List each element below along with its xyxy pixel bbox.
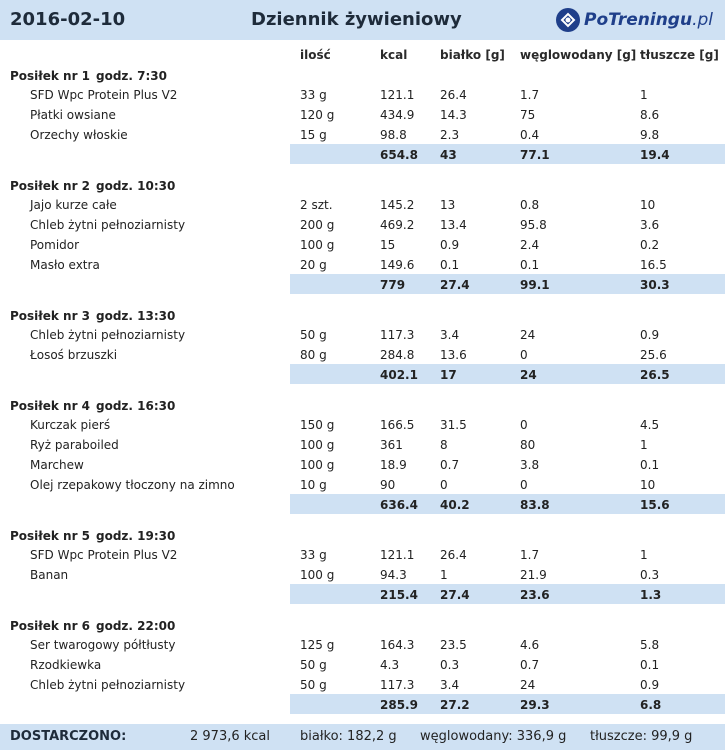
meal-total-row [290, 144, 725, 164]
food-name: Olej rzepakowy tłoczony na zimno [30, 478, 235, 492]
food-qty: 100 g [300, 438, 335, 452]
food-row [0, 194, 725, 214]
food-carbs: 24 [520, 678, 536, 692]
total-protein: 27.4 [440, 278, 470, 292]
food-carbs: 21.9 [520, 568, 547, 582]
food-kcal: 117.3 [380, 328, 415, 342]
food-row [0, 104, 725, 124]
food-fat: 3.6 [640, 218, 660, 232]
food-carbs: 0 [520, 348, 528, 362]
food-qty: 125 g [300, 638, 335, 652]
brand-name-main: PoTreningu [583, 10, 693, 30]
food-row [0, 674, 725, 694]
food-protein: 0.7 [440, 458, 460, 472]
meal-time: godz. 16:30 [96, 399, 176, 413]
food-name: Jajo kurze całe [30, 198, 117, 212]
food-kcal: 145.2 [380, 198, 415, 212]
food-name: Orzechy włoskie [30, 128, 128, 142]
food-row [0, 564, 725, 584]
food-row [0, 454, 725, 474]
food-carbs: 0.8 [520, 198, 540, 212]
food-protein: 0 [440, 478, 448, 492]
column-protein: białko [g] [440, 48, 505, 62]
food-qty: 150 g [300, 418, 335, 432]
food-name: SFD Wpc Protein Plus V2 [30, 548, 178, 562]
total-kcal: 654.8 [380, 148, 418, 162]
meal-title-row [0, 174, 725, 194]
food-name: Masło extra [30, 258, 100, 272]
total-carbs: 77.1 [520, 148, 550, 162]
total-fat: 26.5 [640, 368, 670, 382]
food-carbs: 3.8 [520, 458, 540, 472]
food-kcal: 469.2 [380, 218, 415, 232]
food-row [0, 634, 725, 654]
food-protein: 31.5 [440, 418, 467, 432]
column-qty: ilość [300, 48, 331, 62]
food-fat: 0.1 [640, 458, 660, 472]
food-protein: 26.4 [440, 88, 467, 102]
food-qty: 20 g [300, 258, 327, 272]
food-kcal: 90 [380, 478, 396, 492]
food-row [0, 124, 725, 144]
food-kcal: 434.9 [380, 108, 415, 122]
food-kcal: 94.3 [380, 568, 407, 582]
food-name: Pomidor [30, 238, 80, 252]
total-carbs: 83.8 [520, 498, 550, 512]
food-qty: 10 g [300, 478, 327, 492]
food-protein: 26.4 [440, 548, 467, 562]
total-protein: 40.2 [440, 498, 470, 512]
food-name: Ryż paraboiled [30, 438, 119, 452]
total-carbs: 99.1 [520, 278, 550, 292]
food-fat: 9.8 [640, 128, 660, 142]
column-fat: tłuszcze [g] [640, 48, 719, 62]
meal-title-row [0, 64, 725, 84]
food-fat: 16.5 [640, 258, 667, 272]
meal-section [0, 604, 725, 714]
food-protein: 2.3 [440, 128, 460, 142]
meal-title-row [0, 614, 725, 634]
summary-kcal: 2 973,6 kcal [190, 729, 271, 744]
food-row [0, 434, 725, 454]
meal-spacer [0, 294, 725, 304]
food-fat: 4.5 [640, 418, 660, 432]
meal-label: Posiłek nr 3 [10, 309, 91, 323]
food-qty: 200 g [300, 218, 335, 232]
total-kcal: 779 [380, 278, 406, 292]
meal-label: Posiłek nr 6 [10, 619, 91, 633]
potreningu-logo-icon [555, 7, 581, 33]
food-protein: 14.3 [440, 108, 467, 122]
food-name: Płatki owsiane [30, 108, 116, 122]
meal-section [0, 384, 725, 514]
food-carbs: 1.7 [520, 548, 540, 562]
total-fat: 1.3 [640, 588, 662, 602]
food-carbs: 75 [520, 108, 536, 122]
meal-total-row [290, 364, 725, 384]
food-name: SFD Wpc Protein Plus V2 [30, 88, 178, 102]
column-kcal: kcal [380, 48, 408, 62]
food-qty: 2 szt. [300, 198, 333, 212]
food-row [0, 474, 725, 494]
daily-summary [0, 724, 725, 750]
meal-title-row [0, 304, 725, 324]
meal-time: godz. 10:30 [96, 179, 176, 193]
total-fat: 6.8 [640, 698, 662, 712]
food-name: Kurczak pierś [30, 418, 111, 432]
food-name: Chleb żytni pełnoziarnisty [30, 328, 186, 342]
food-protein: 3.4 [440, 328, 460, 342]
food-protein: 3.4 [440, 678, 460, 692]
food-carbs: 0.4 [520, 128, 540, 142]
food-row [0, 84, 725, 104]
food-row [0, 214, 725, 234]
meal-total-row [290, 694, 725, 714]
total-carbs: 23.6 [520, 588, 550, 602]
food-protein: 1 [440, 568, 448, 582]
summary-label: DOSTARCZONO: [10, 729, 127, 744]
food-kcal: 121.1 [380, 88, 415, 102]
total-protein: 27.2 [440, 698, 470, 712]
food-qty: 100 g [300, 238, 335, 252]
food-fat: 0.9 [640, 678, 660, 692]
total-fat: 15.6 [640, 498, 670, 512]
summary-carbs: węglowodany: 336,9 g [420, 729, 567, 744]
meal-total-row [290, 584, 725, 604]
total-kcal: 636.4 [380, 498, 418, 512]
meal-spacer [0, 384, 725, 394]
food-fat: 0.2 [640, 238, 660, 252]
food-fat: 1 [640, 88, 648, 102]
meal-label: Posiłek nr 1 [10, 69, 91, 83]
total-kcal: 402.1 [380, 368, 418, 382]
food-qty: 100 g [300, 458, 335, 472]
food-kcal: 284.8 [380, 348, 415, 362]
meal-section [0, 514, 725, 604]
food-kcal: 4.3 [380, 658, 400, 672]
meal-spacer [0, 164, 725, 174]
food-fat: 25.6 [640, 348, 667, 362]
food-fat: 0.1 [640, 658, 660, 672]
food-qty: 100 g [300, 568, 335, 582]
food-protein: 23.5 [440, 638, 467, 652]
food-fat: 5.8 [640, 638, 660, 652]
food-fat: 8.6 [640, 108, 660, 122]
meal-title-row [0, 524, 725, 544]
food-kcal: 166.5 [380, 418, 415, 432]
meal-section [0, 164, 725, 294]
total-carbs: 24 [520, 368, 537, 382]
meals-list [0, 64, 725, 714]
food-protein: 0.3 [440, 658, 460, 672]
food-protein: 13.6 [440, 348, 467, 362]
brand-name [584, 10, 713, 30]
food-carbs: 24 [520, 328, 536, 342]
total-protein: 17 [440, 368, 457, 382]
meal-time: godz. 22:00 [96, 619, 176, 633]
food-fat: 10 [640, 198, 656, 212]
meal-section [0, 64, 725, 164]
food-fat: 1 [640, 548, 648, 562]
meal-spacer [0, 514, 725, 524]
meal-title-row [0, 394, 725, 414]
food-carbs: 95.8 [520, 218, 547, 232]
total-kcal: 285.9 [380, 698, 418, 712]
food-qty: 33 g [300, 548, 327, 562]
summary-fat: tłuszcze: 99,9 g [590, 729, 693, 744]
food-row [0, 254, 725, 274]
food-carbs: 80 [520, 438, 536, 452]
food-protein: 13 [440, 198, 456, 212]
food-name: Łosoś brzuszki [30, 348, 118, 362]
food-protein: 0.1 [440, 258, 460, 272]
food-fat: 0.3 [640, 568, 660, 582]
food-name: Chleb żytni pełnoziarnisty [30, 218, 186, 232]
food-row [0, 414, 725, 434]
food-qty: 15 g [300, 128, 327, 142]
meal-total-row [290, 494, 725, 514]
food-kcal: 15 [380, 238, 396, 252]
food-carbs: 4.6 [520, 638, 540, 652]
food-qty: 50 g [300, 328, 327, 342]
food-kcal: 121.1 [380, 548, 415, 562]
meal-time: godz. 7:30 [96, 69, 167, 83]
food-kcal: 117.3 [380, 678, 415, 692]
food-name: Rzodkiewka [30, 658, 102, 672]
food-name: Marchew [30, 458, 84, 472]
food-kcal: 18.9 [380, 458, 407, 472]
food-carbs: 0.1 [520, 258, 540, 272]
total-fat: 30.3 [640, 278, 670, 292]
food-carbs: 2.4 [520, 238, 540, 252]
food-name: Banan [30, 568, 69, 582]
brand-name-tld: .pl [692, 10, 713, 30]
total-protein: 27.4 [440, 588, 470, 602]
meal-time: godz. 19:30 [96, 529, 176, 543]
food-name: Chleb żytni pełnoziarnisty [30, 678, 186, 692]
total-carbs: 29.3 [520, 698, 550, 712]
food-kcal: 149.6 [380, 258, 415, 272]
food-qty: 50 g [300, 678, 327, 692]
total-protein: 43 [440, 148, 457, 162]
food-carbs: 0 [520, 478, 528, 492]
food-name: Ser twarogowy półtłusty [30, 638, 176, 652]
food-carbs: 1.7 [520, 88, 540, 102]
column-header-row [0, 40, 725, 64]
page-title: Dziennik żywieniowy [251, 9, 462, 30]
food-row [0, 234, 725, 254]
food-row [0, 344, 725, 364]
food-row [0, 324, 725, 344]
food-row [0, 544, 725, 564]
food-kcal: 98.8 [380, 128, 407, 142]
meal-label: Posiłek nr 2 [10, 179, 91, 193]
summary-protein: białko: 182,2 g [300, 729, 397, 744]
food-qty: 120 g [300, 108, 335, 122]
food-qty: 33 g [300, 88, 327, 102]
food-protein: 13.4 [440, 218, 467, 232]
meal-section [0, 294, 725, 384]
column-carbs: węglowodany [g] [520, 48, 637, 62]
meal-time: godz. 13:30 [96, 309, 176, 323]
food-protein: 8 [440, 438, 448, 452]
food-qty: 50 g [300, 658, 327, 672]
food-carbs: 0 [520, 418, 528, 432]
food-kcal: 164.3 [380, 638, 415, 652]
meal-total-row [290, 274, 725, 294]
food-carbs: 0.7 [520, 658, 540, 672]
food-fat: 1 [640, 438, 648, 452]
total-fat: 19.4 [640, 148, 670, 162]
meal-label: Posiłek nr 4 [10, 399, 91, 413]
food-fat: 10 [640, 478, 656, 492]
brand-logo [555, 5, 713, 35]
food-fat: 0.9 [640, 328, 660, 342]
total-kcal: 215.4 [380, 588, 418, 602]
food-qty: 80 g [300, 348, 327, 362]
page-header [0, 0, 725, 40]
food-protein: 0.9 [440, 238, 460, 252]
food-kcal: 361 [380, 438, 403, 452]
meal-label: Posiłek nr 5 [10, 529, 91, 543]
food-row [0, 654, 725, 674]
meal-spacer [0, 604, 725, 614]
diary-date: 2016-02-10 [10, 9, 126, 30]
